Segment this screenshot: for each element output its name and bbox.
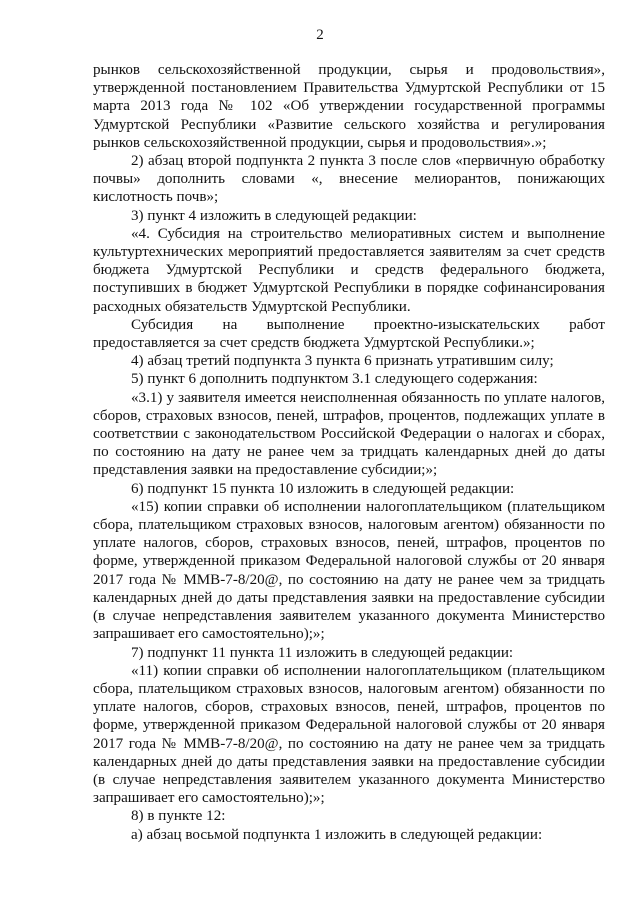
paragraph-continuation: рынков сельскохозяйственной продукции, сырья и продовольствия», утвержденной постановлением Правительства Удмуртской Республики от 15 марта 2013 года № 102 «Об утверждении государственной программы Удмуртской Республики «Развитие сельского хозяйства и регулирования рынков сельскохозяйственной продукции, сырья и продовольствия».»; [93,62,605,151]
document-body [93,61,605,844]
paragraph-item-6: 6) подпункт 15 пункта 10 изложить в следующей редакции: [131,480,515,497]
paragraph-quote-11: «11) копии справки об исполнении налогоплательщиком (плательщиком сбора, плательщиком страховых взносов, налоговым агентом) обязанности по уплате налогов, сборов, страховых взносов, пеней, штрафов, процентов по форме, утвержденной приказом Федеральной налоговой службы от 20 января 2017 года № ММВ-7-8/20@, по состоянию на дату не ранее чем за тридцать календарных дней до даты представления заявки на предоставление субсидии (в случае непредставления заявителем указанного документа Министерство запрашивает его самостоятельно);»; [93,662,605,807]
paragraph-subsidy-design: Субсидия на выполнение проектно-изыскательских работ предоставляется за счет средств бюджета Удмуртской Республики.»; [93,316,605,352]
paragraph-item-8: 8) в пункте 12: [131,808,226,825]
page-number: 2 [316,27,324,43]
paragraph-quote-point-4: «4. Субсидия на строительство мелиоративных систем и выполнение культуртехнических мероприятий предоставляется заявителям за счет средств бюджета Удмуртской Республики и средств федерального бюджета, поступивших в бюджет Удмуртской Республики в порядке софинансирования расходных обязательств Удмуртской Республики. [93,225,605,315]
paragraph-item-3: 3) пункт 4 изложить в следующей редакции: [131,207,417,224]
paragraph-item-8a: а) абзац восьмой подпункта 1 изложить в следующей редакции: [131,826,543,843]
paragraph-quote-15: «15) копии справки об исполнении налогоплательщиком (плательщиком сбора, плательщиком страховых взносов, налоговым агентом) обязанности по уплате налогов, сборов, страховых взносов, пеней, штрафов, процентов по форме, утвержденной приказом Федеральной налоговой службы от 20 января 2017 года № ММВ-7-8/20@, по состоянию на дату не ранее чем за тридцать календарных дней до даты представления заявки на предоставление субсидии (в случае непредставления заявителем указанного документа Министерство запрашивает его самостоятельно);»; [93,498,605,643]
paragraph-quote-3-1: «3.1) у заявителя имеется неисполненная обязанность по уплате налогов, сборов, страховых взносов, пеней, штрафов, процентов, подлежащих уплате в соответствии с законодательством Российской Федерации о налогах и сборах, по состоянию на дату не ранее чем за тридцать календарных дней до даты представления заявки на предоставление субсидии;»; [93,389,605,479]
paragraph-item-5: 5) пункт 6 дополнить подпунктом 3.1 следующего содержания: [131,371,538,388]
paragraph-item-2: 2) абзац второй подпункта 2 пункта 3 после слов «первичную обработку почвы» дополнить словами «, внесение мелиорантов, понижающих кислотность почв»; [93,153,605,206]
paragraph-item-4: 4) абзац третий подпункта 3 пункта 6 признать утратившим силу; [131,353,554,370]
paragraph-item-7: 7) подпункт 11 пункта 11 изложить в следующей редакции: [131,644,514,661]
